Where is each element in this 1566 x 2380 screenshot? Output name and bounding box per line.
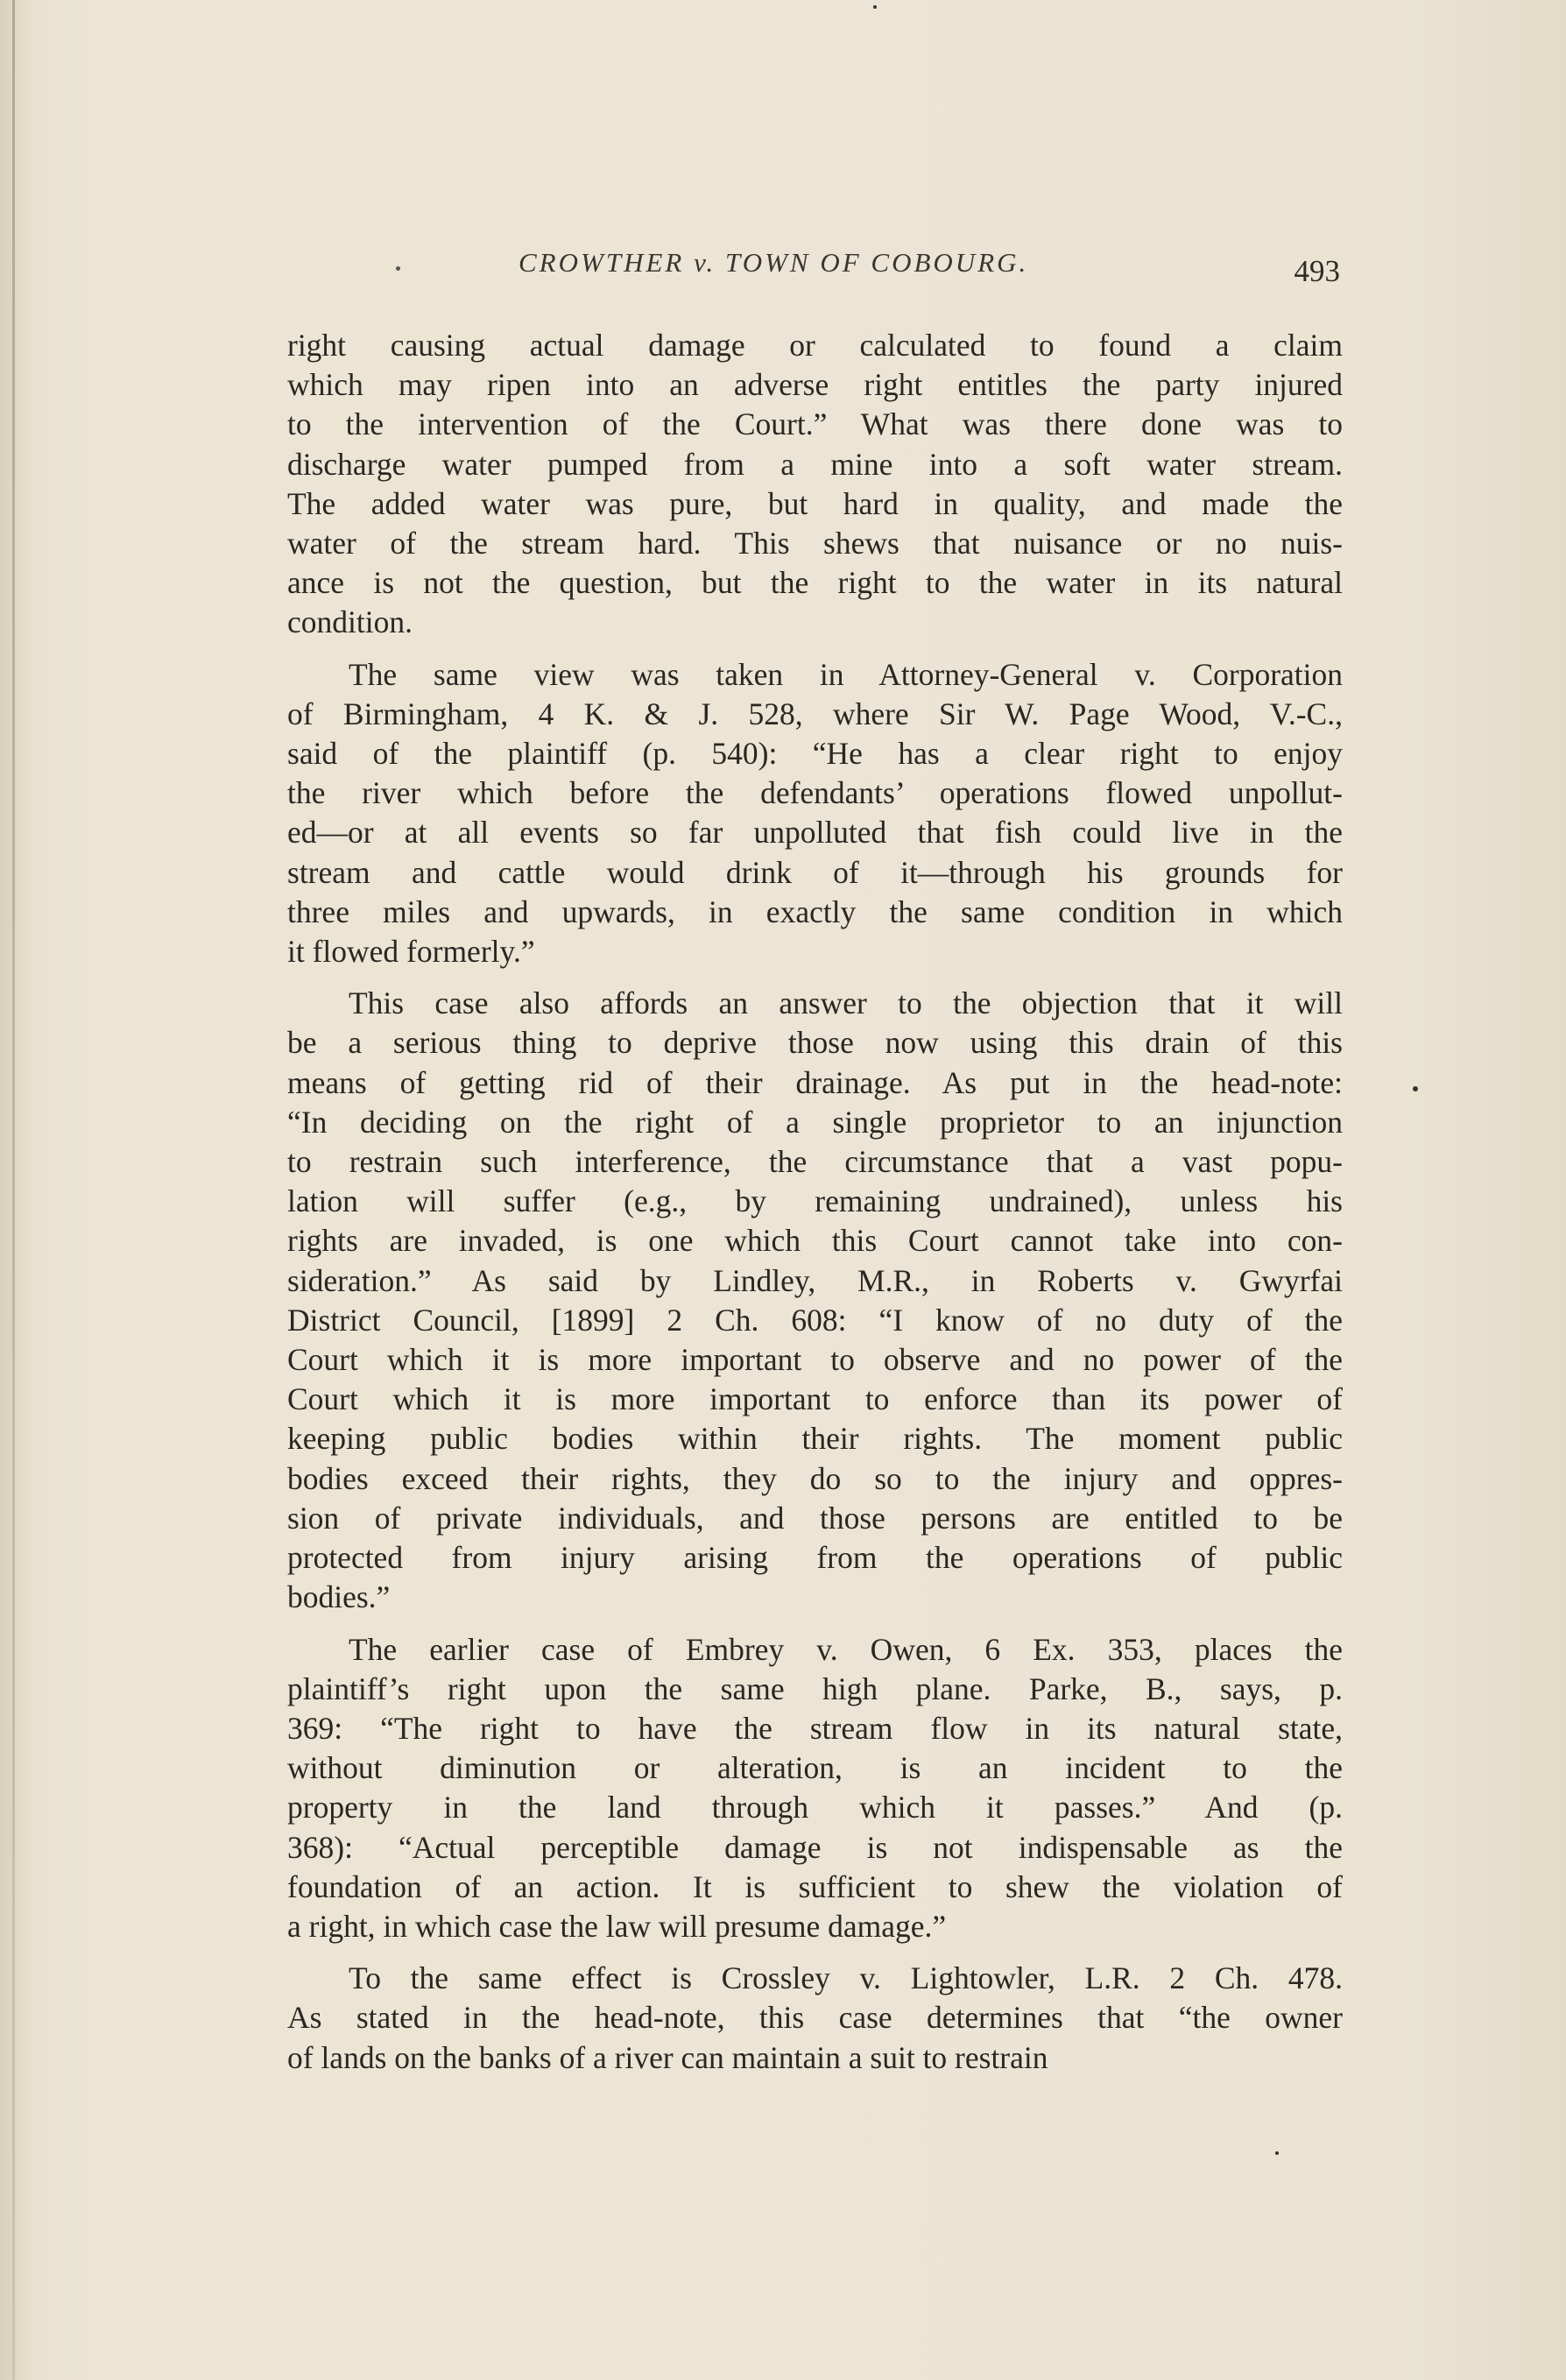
text-line: 368): “Actual perceptible damage is not indispensable as the xyxy=(287,1829,1343,1865)
text-line: the river which before the defendants’ operations flowed unpollut- xyxy=(287,775,1343,811)
header-dot xyxy=(396,266,400,271)
body-text xyxy=(287,326,1343,2090)
paragraph xyxy=(287,984,1343,1617)
text-line: plaintiff’s right upon the same high plane. Parke, B., says, p. xyxy=(287,1670,1343,1706)
text-line: 369: “The right to have the stream flow in its natural state, xyxy=(287,1710,1343,1746)
text-line: keeping public bodies within their rights. The moment public xyxy=(287,1421,1343,1457)
text-line: The same view was taken in Attorney-General v. Corporation xyxy=(349,656,1343,692)
text-line: it flowed formerly.” xyxy=(287,934,535,970)
print-speck xyxy=(1275,2151,1279,2155)
text-line: ance is not the question, but the right to the water in its natural xyxy=(287,565,1343,601)
print-speck xyxy=(873,5,877,9)
text-line: be a serious thing to deprive those now using this drain of this xyxy=(287,1025,1343,1061)
text-line: sideration.” As said by Lindley, M.R., in Roberts v. Gwyrfai xyxy=(287,1262,1343,1298)
text-line: water of the stream hard. This shews that nuisance or no nuis- xyxy=(287,526,1343,561)
text-line: condition. xyxy=(287,604,413,640)
print-speck xyxy=(1413,1086,1418,1091)
text-line: three miles and upwards, in exactly the same condition in which xyxy=(287,893,1343,929)
text-line: This case also affords an answer to the objection that it will xyxy=(349,985,1343,1021)
text-line: District Council, [1899] 2 Ch. 608: “I know of no duty of the xyxy=(287,1302,1343,1338)
text-line: without diminution or alteration, is an incident to the xyxy=(287,1750,1343,1786)
paragraph xyxy=(287,1959,1343,2078)
text-line: means of getting rid of their drainage. As put in the head-note: xyxy=(287,1064,1343,1100)
text-line: of Birmingham, 4 K. & J. 528, where Sir W. Page Wood, V.-C., xyxy=(287,696,1343,731)
running-title: CROWTHER v. TOWN OF COBOURG. xyxy=(518,247,1029,278)
text-line: discharge water pumped from a mine into a soft water stream. xyxy=(287,446,1343,482)
page-number: 493 xyxy=(1294,254,1340,288)
text-line: property in the land through which it passes.” And (p. xyxy=(287,1790,1343,1826)
text-line: which may ripen into an adverse right entitles the party injured xyxy=(287,367,1343,403)
text-line: protected from injury arising from the operations of public xyxy=(287,1540,1343,1576)
text-line: of lands on the banks of a river can maintain a suit to restrain xyxy=(287,2039,1048,2075)
paragraph xyxy=(287,1630,1343,1947)
text-line: ed—or at all events so far unpolluted that fish could live in the xyxy=(287,815,1343,851)
paragraph xyxy=(287,326,1343,643)
running-head xyxy=(289,247,1340,291)
text-line: stream and cattle would drink of it—through his grounds for xyxy=(287,854,1343,890)
text-line: To the same effect is Crossley v. Lightowler, L.R. 2 Ch. 478. xyxy=(349,1960,1343,1996)
text-line: right causing actual damage or calculated to found a claim xyxy=(287,328,1343,363)
text-line: Court which it is more important to enforce than its power of xyxy=(287,1381,1343,1417)
text-line: The earlier case of Embrey v. Owen, 6 Ex. 353, places the xyxy=(349,1631,1343,1667)
text-line: to the intervention of the Court.” What was there done was to xyxy=(287,406,1343,442)
paragraph xyxy=(287,655,1343,972)
text-line: foundation of an action. It is sufficient to shew the violation of xyxy=(287,1868,1343,1904)
binding-gutter xyxy=(12,0,15,2380)
text-line: “In deciding on the right of a single proprietor to an injunction xyxy=(287,1104,1343,1140)
text-line: to restrain such interference, the circumstance that a vast popu- xyxy=(287,1144,1343,1180)
text-line: lation will suffer (e.g., by remaining undrained), unless his xyxy=(287,1183,1343,1219)
text-line: rights are invaded, is one which this Court cannot take into con- xyxy=(287,1223,1343,1259)
text-line: said of the plaintiff (p. 540): “He has a clear right to enjoy xyxy=(287,736,1343,772)
text-line: bodies exceed their rights, they do so to the injury and oppres- xyxy=(287,1460,1343,1496)
text-line: The added water was pure, but hard in quality, and made the xyxy=(287,485,1343,521)
text-line: sion of private individuals, and those persons are entitled to be xyxy=(287,1500,1343,1536)
text-line: Court which it is more important to observe and no power of the xyxy=(287,1342,1343,1378)
text-line: a right, in which case the law will presume damage.” xyxy=(287,1908,947,1944)
text-line: As stated in the head-note, this case determines that “the owner xyxy=(287,2000,1343,2036)
text-line: bodies.” xyxy=(287,1579,391,1615)
